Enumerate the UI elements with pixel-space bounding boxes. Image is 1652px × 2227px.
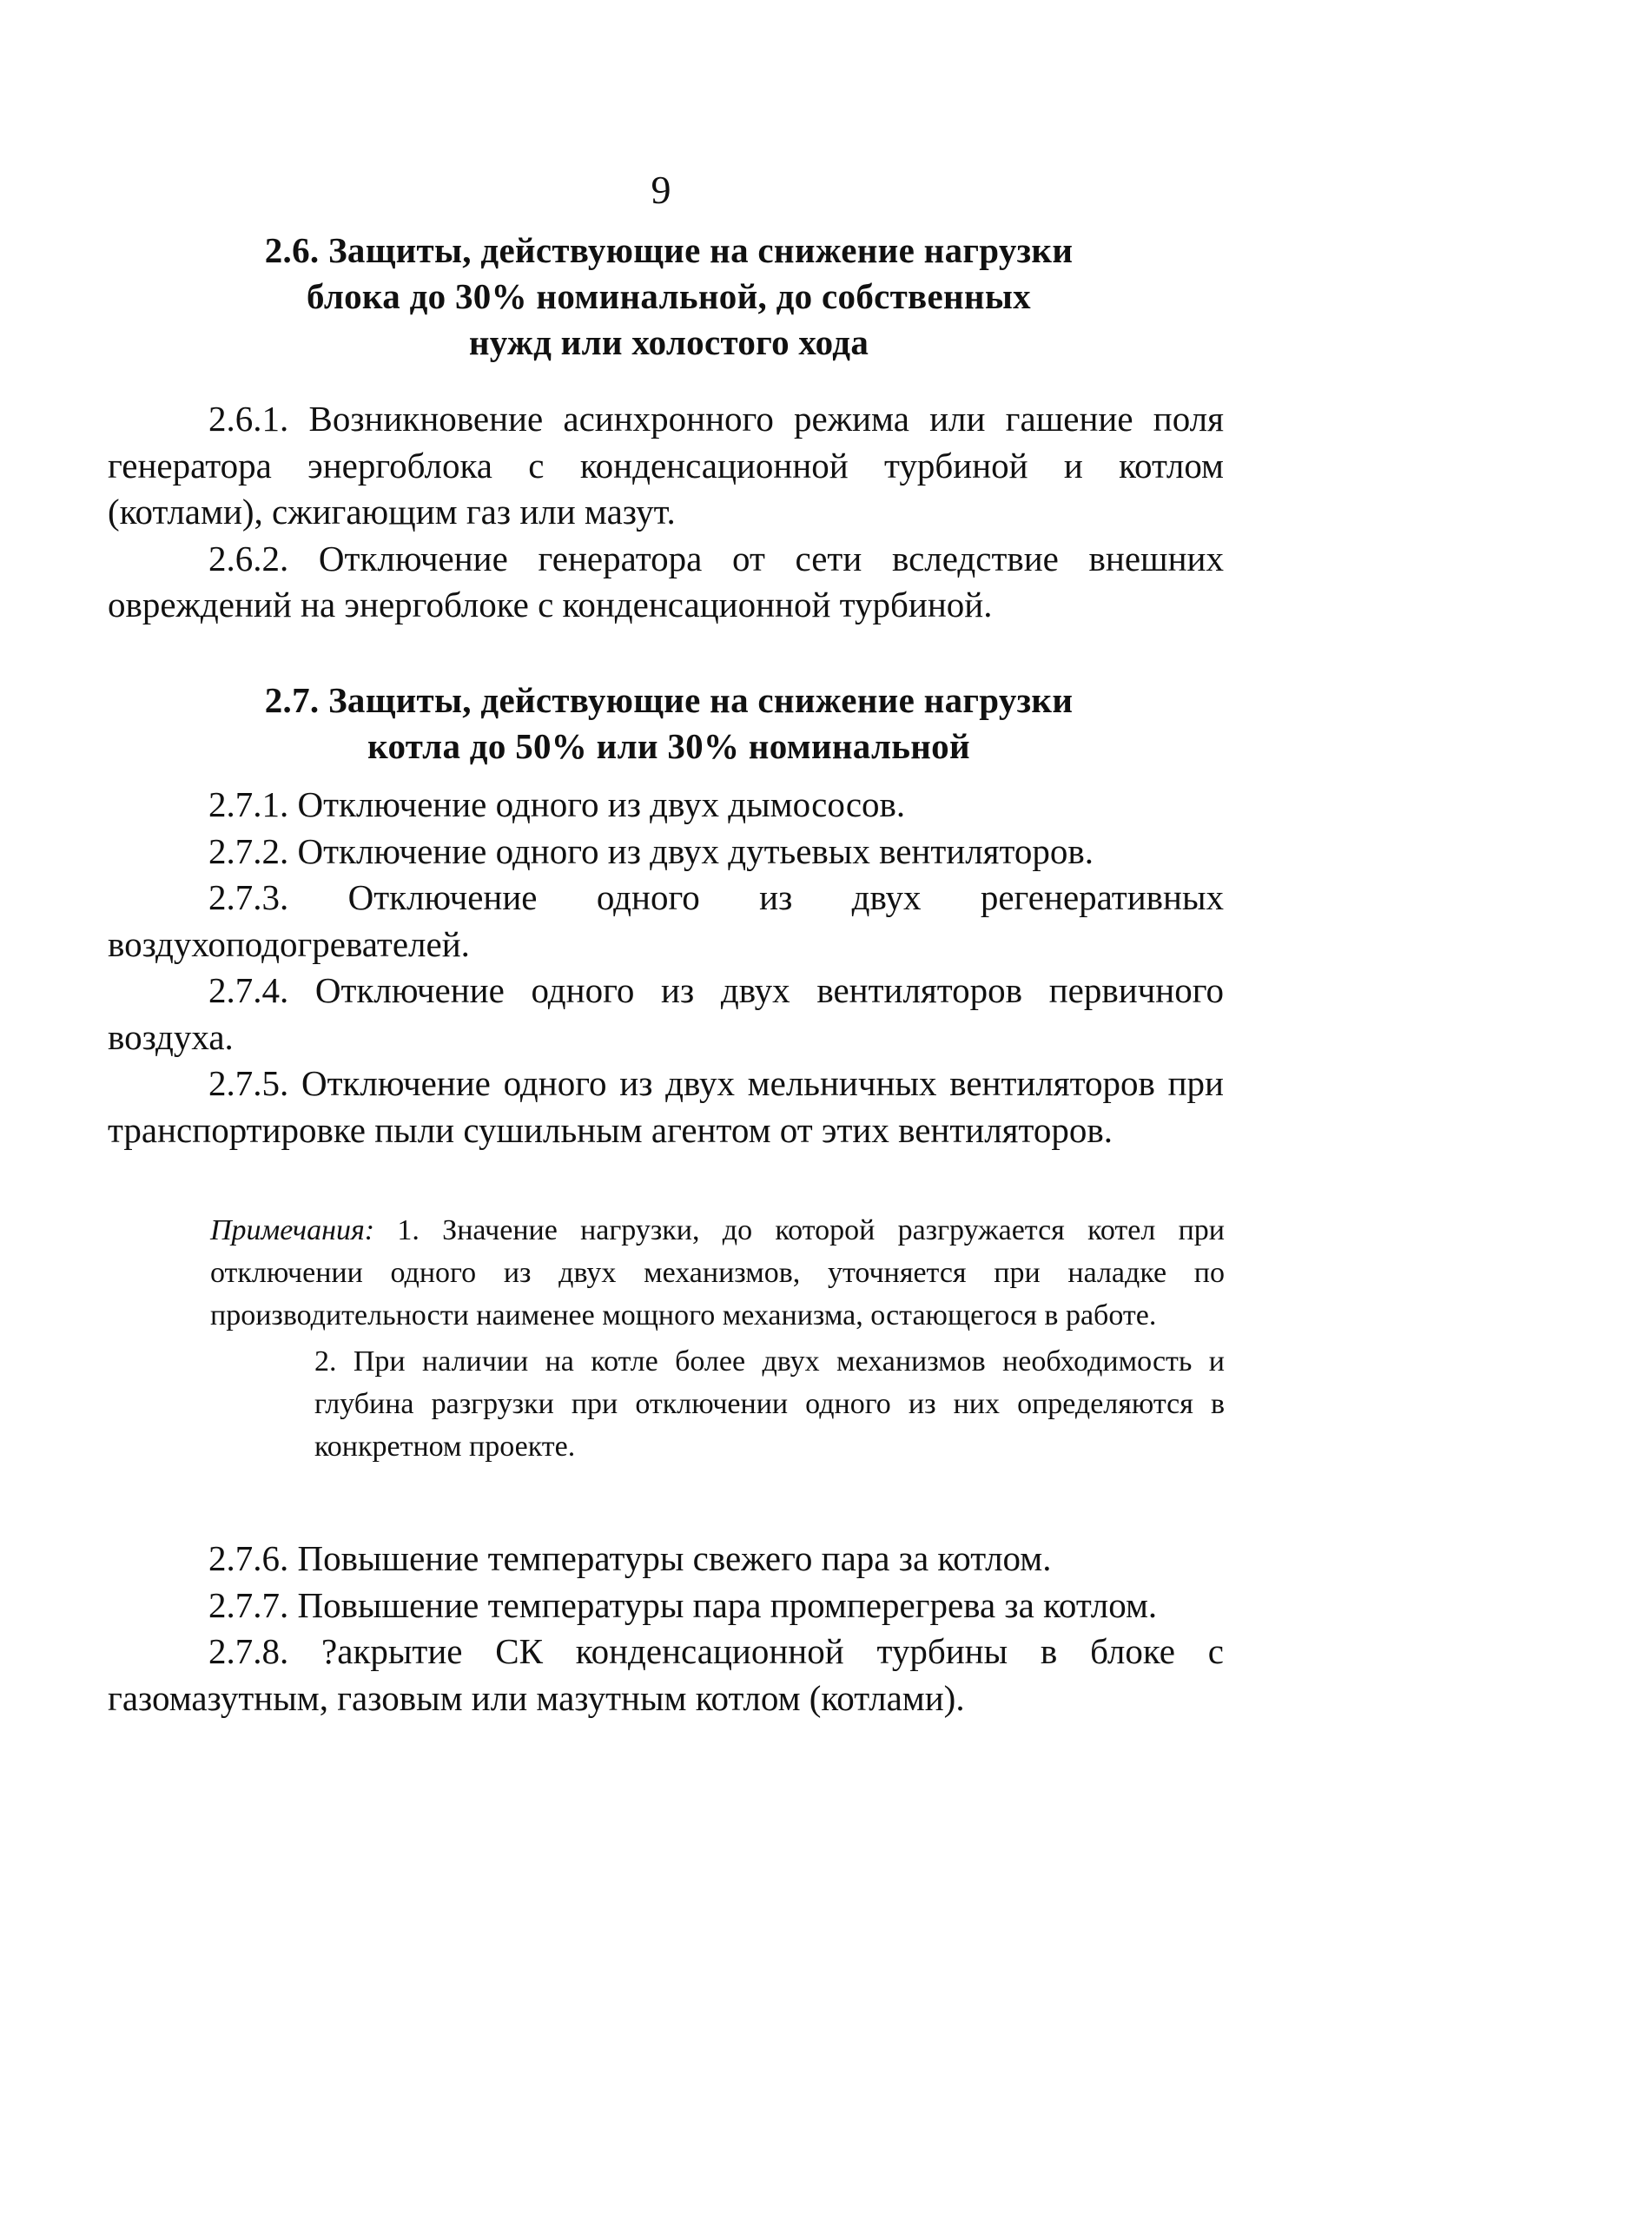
item-2-7-2: 2.7.2. Отключение одного из двух дутьевых вентиляторов. [208,830,1094,871]
heading-line: котла до 50% или 30% номинальной [367,726,970,766]
note-1-text: 1. Значение нагрузки, до которой разгружается котел при отключении одного из двух механизмов, уточняется при наладке по производительности наименее мощного механизма, остающегося в работе. [210,1214,1226,1332]
note-2: 2. При наличии на котле более двух механизмов необходимость и глубина разгрузки при отключении одного из них определяются в конкретном проекте. [314,1345,1225,1463]
section-2-6-heading [200,228,1138,366]
item-2-7-3: 2.7.3. Отключение одного из двух регенеративных воздухоподогревателей. [108,877,1224,964]
item-2-7-8: 2.7.8. ?акрытие СК конденсационной турбины в блоке с газомазутным, газовым или мазутным котлом (котлами). [108,1631,1224,1718]
item-2-7-5: 2.7.5. Отключение одного из двух мельничных вентиляторов при транспортировке пыли сушильным агентом от этих вентиляторов. [108,1063,1224,1150]
heading-line: нужд или холостого хода [468,322,869,362]
heading-line: 2.6. Защиты, действующие на снижение нагрузки [264,230,1074,270]
item-2-6-1: 2.6.1. Возникновение асинхронного режима или гашение поля генератора энергоблока с конденсационной турбиной и котлом (котлами), сжигающим газ или мазут. [108,399,1224,532]
page-number: 9 [651,168,671,212]
note-1 [210,1209,1225,1337]
notes-block [210,1209,1225,1468]
item-2-7-7: 2.7.7. Повышение температуры пара промперегрева за котлом. [208,1584,1158,1625]
section-2-6-body [108,396,1224,629]
section-2-7-heading [200,677,1138,770]
item-2-6-2: 2.6.2. Отключение генератора от сети вследствие внешних овреждений на энергоблоке с конденсационной турбиной. [108,538,1224,624]
section-2-7-body [108,782,1224,1153]
section-2-7-body-continued [108,1536,1224,1721]
item-2-7-4: 2.7.4. Отключение одного из двух вентиляторов первичного воздуха. [108,970,1224,1057]
item-2-7-1: 2.7.1. Отключение одного из двух дымососов. [208,784,906,824]
item-2-7-6: 2.7.6. Повышение температуры свежего пара за котлом. [208,1538,1052,1578]
notes-label: Примечания: [210,1214,375,1246]
heading-line: блока до 30% номинальной, до собственных [307,276,1031,316]
heading-line: 2.7. Защиты, действующие на снижение нагрузки [264,680,1074,720]
